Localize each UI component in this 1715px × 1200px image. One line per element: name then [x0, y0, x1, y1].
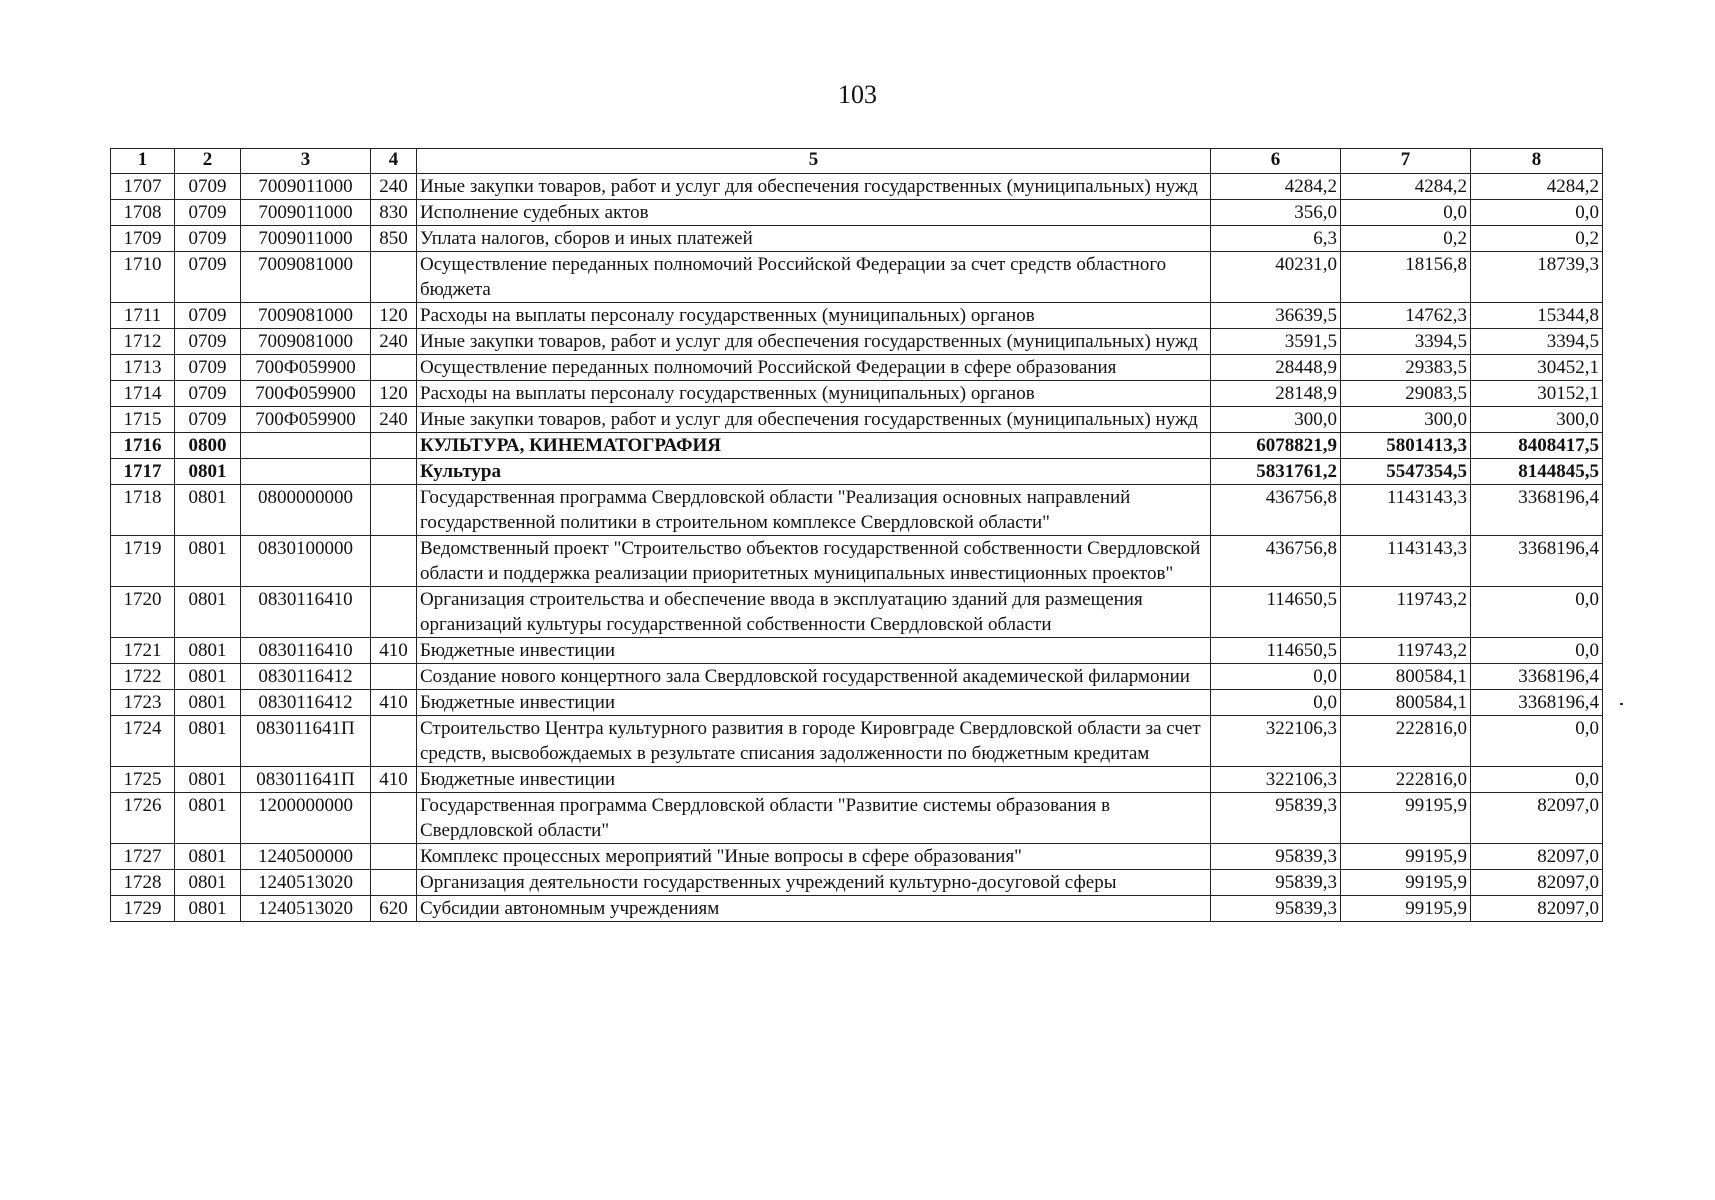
- table-row: [111, 252, 1603, 303]
- amount-year1-cell: 95839,3: [1211, 844, 1341, 870]
- target-code-cell: 1240500000: [241, 844, 371, 870]
- table-row: [111, 329, 1603, 355]
- amount-year3-cell: 3368196,4: [1471, 664, 1603, 690]
- row-number-cell: 1708: [111, 200, 175, 226]
- col-header: 8: [1471, 149, 1603, 174]
- amount-year2-cell: 1143143,3: [1341, 536, 1471, 587]
- amount-year3-cell: 3368196,4: [1471, 485, 1603, 536]
- expense-type-cell: 120: [371, 381, 417, 407]
- table-row: [111, 536, 1603, 587]
- amount-year2-cell: 800584,1: [1341, 690, 1471, 716]
- section-code-cell: 0801: [175, 638, 241, 664]
- page-number: 103: [838, 80, 877, 109]
- row-number-cell: 1727: [111, 844, 175, 870]
- amount-year3-cell: 0,0: [1471, 200, 1603, 226]
- expense-type-cell: [371, 433, 417, 459]
- row-number-cell: 1728: [111, 870, 175, 896]
- amount-year1-cell: 0,0: [1211, 690, 1341, 716]
- item-name-cell: Осуществление переданных полномочий Российской Федерации в сфере образования: [417, 355, 1211, 381]
- target-code-cell: 700Ф059900: [241, 407, 371, 433]
- amount-year3-cell: 15344,8: [1471, 303, 1603, 329]
- section-code-cell: 0709: [175, 329, 241, 355]
- expense-type-cell: [371, 664, 417, 690]
- target-code-cell: 0830116412: [241, 690, 371, 716]
- table-row: [111, 433, 1603, 459]
- target-code-cell: 7009011000: [241, 174, 371, 200]
- table-row: [111, 638, 1603, 664]
- row-number-cell: 1715: [111, 407, 175, 433]
- amount-year1-cell: 356,0: [1211, 200, 1341, 226]
- amount-year2-cell: 5547354,5: [1341, 459, 1471, 485]
- item-name-cell: Организация строительства и обеспечение ввода в эксплуатацию зданий для размещения организаций культуры государственной собственности Свердловской области: [417, 587, 1211, 638]
- amount-year2-cell: 14762,3: [1341, 303, 1471, 329]
- table-row: [111, 793, 1603, 844]
- amount-year1-cell: 95839,3: [1211, 870, 1341, 896]
- expense-type-cell: 620: [371, 896, 417, 922]
- item-name-cell: Ведомственный проект "Строительство объектов государственной собственности Свердловской области и поддержка реализации приоритетных муниципальных инвестиционных проектов": [417, 536, 1211, 587]
- amount-year1-cell: 6078821,9: [1211, 433, 1341, 459]
- amount-year2-cell: 29083,5: [1341, 381, 1471, 407]
- section-code-cell: 0801: [175, 870, 241, 896]
- budget-table: [110, 148, 1603, 922]
- amount-year3-cell: 300,0: [1471, 407, 1603, 433]
- expense-type-cell: [371, 870, 417, 896]
- amount-year3-cell: 30452,1: [1471, 355, 1603, 381]
- amount-year2-cell: 5801413,3: [1341, 433, 1471, 459]
- amount-year3-cell: 82097,0: [1471, 896, 1603, 922]
- row-number-cell: 1725: [111, 767, 175, 793]
- target-code-cell: 1240513020: [241, 896, 371, 922]
- amount-year1-cell: 95839,3: [1211, 793, 1341, 844]
- amount-year1-cell: 0,0: [1211, 664, 1341, 690]
- target-code-cell: [241, 433, 371, 459]
- expense-type-cell: [371, 844, 417, 870]
- table-row: [111, 870, 1603, 896]
- table-row: [111, 459, 1603, 485]
- item-name-cell: КУЛЬТУРА, КИНЕМАТОГРАФИЯ: [417, 433, 1211, 459]
- item-name-cell: Комплекс процессных мероприятий "Иные вопросы в сфере образования": [417, 844, 1211, 870]
- table-row: [111, 767, 1603, 793]
- section-code-cell: 0801: [175, 459, 241, 485]
- amount-year1-cell: 114650,5: [1211, 587, 1341, 638]
- col-header: 3: [241, 149, 371, 174]
- amount-year1-cell: 28148,9: [1211, 381, 1341, 407]
- item-name-cell: Бюджетные инвестиции: [417, 767, 1211, 793]
- col-header: 7: [1341, 149, 1471, 174]
- amount-year2-cell: 29383,5: [1341, 355, 1471, 381]
- item-name-cell: Уплата налогов, сборов и иных платежей: [417, 226, 1211, 252]
- row-number-cell: 1718: [111, 485, 175, 536]
- scan-mark: [1620, 703, 1623, 705]
- section-code-cell: 0801: [175, 896, 241, 922]
- section-code-cell: 0801: [175, 587, 241, 638]
- item-name-cell: Государственная программа Свердловской области "Реализация основных направлений государственной политики в строительном комплексе Свердловской области": [417, 485, 1211, 536]
- row-number-cell: 1710: [111, 252, 175, 303]
- amount-year3-cell: 30152,1: [1471, 381, 1603, 407]
- target-code-cell: 0830116412: [241, 664, 371, 690]
- amount-year1-cell: 36639,5: [1211, 303, 1341, 329]
- table-header-row: [111, 149, 1603, 174]
- amount-year3-cell: 3368196,4: [1471, 690, 1603, 716]
- amount-year2-cell: 1143143,3: [1341, 485, 1471, 536]
- amount-year3-cell: 8144845,5: [1471, 459, 1603, 485]
- item-name-cell: Государственная программа Свердловской области "Развитие системы образования в Свердловской области": [417, 793, 1211, 844]
- section-code-cell: 0801: [175, 767, 241, 793]
- amount-year2-cell: 99195,9: [1341, 793, 1471, 844]
- amount-year2-cell: 300,0: [1341, 407, 1471, 433]
- table-row: [111, 485, 1603, 536]
- target-code-cell: 083011641П: [241, 716, 371, 767]
- amount-year3-cell: 0,0: [1471, 767, 1603, 793]
- expense-type-cell: [371, 485, 417, 536]
- amount-year2-cell: 99195,9: [1341, 896, 1471, 922]
- section-code-cell: 0709: [175, 200, 241, 226]
- target-code-cell: 7009081000: [241, 252, 371, 303]
- amount-year1-cell: 4284,2: [1211, 174, 1341, 200]
- amount-year1-cell: 300,0: [1211, 407, 1341, 433]
- amount-year3-cell: 3368196,4: [1471, 536, 1603, 587]
- section-code-cell: 0801: [175, 844, 241, 870]
- section-code-cell: 0801: [175, 793, 241, 844]
- amount-year2-cell: 0,0: [1341, 200, 1471, 226]
- section-code-cell: 0801: [175, 664, 241, 690]
- amount-year3-cell: 0,0: [1471, 587, 1603, 638]
- target-code-cell: 1240513020: [241, 870, 371, 896]
- amount-year3-cell: 82097,0: [1471, 870, 1603, 896]
- amount-year3-cell: 0,0: [1471, 716, 1603, 767]
- target-code-cell: [241, 459, 371, 485]
- item-name-cell: Организация деятельности государственных учреждений культурно-досуговой сферы: [417, 870, 1211, 896]
- row-number-cell: 1726: [111, 793, 175, 844]
- table-row: [111, 407, 1603, 433]
- amount-year3-cell: 18739,3: [1471, 252, 1603, 303]
- expense-type-cell: [371, 355, 417, 381]
- amount-year2-cell: 99195,9: [1341, 844, 1471, 870]
- target-code-cell: 7009011000: [241, 226, 371, 252]
- section-code-cell: 0709: [175, 226, 241, 252]
- amount-year1-cell: 95839,3: [1211, 896, 1341, 922]
- amount-year3-cell: 82097,0: [1471, 793, 1603, 844]
- amount-year2-cell: 3394,5: [1341, 329, 1471, 355]
- item-name-cell: Строительство Центра культурного развития в городе Кировграде Свердловской области за счет средств, высвобождаемых в результате списания задолженности по бюджетным кредитам: [417, 716, 1211, 767]
- expense-type-cell: 830: [371, 200, 417, 226]
- table-row: [111, 381, 1603, 407]
- expense-type-cell: 410: [371, 638, 417, 664]
- amount-year1-cell: 114650,5: [1211, 638, 1341, 664]
- section-code-cell: 0709: [175, 303, 241, 329]
- table-row: [111, 664, 1603, 690]
- row-number-cell: 1719: [111, 536, 175, 587]
- amount-year1-cell: 28448,9: [1211, 355, 1341, 381]
- amount-year2-cell: 99195,9: [1341, 870, 1471, 896]
- row-number-cell: 1720: [111, 587, 175, 638]
- table-row: [111, 896, 1603, 922]
- item-name-cell: Иные закупки товаров, работ и услуг для обеспечения государственных (муниципальных) нужд: [417, 407, 1211, 433]
- table-row: [111, 174, 1603, 200]
- section-code-cell: 0709: [175, 174, 241, 200]
- expense-type-cell: [371, 793, 417, 844]
- amount-year3-cell: 8408417,5: [1471, 433, 1603, 459]
- target-code-cell: 7009081000: [241, 303, 371, 329]
- amount-year3-cell: 82097,0: [1471, 844, 1603, 870]
- row-number-cell: 1723: [111, 690, 175, 716]
- col-header: 5: [417, 149, 1211, 174]
- amount-year2-cell: 4284,2: [1341, 174, 1471, 200]
- amount-year3-cell: 0,0: [1471, 638, 1603, 664]
- row-number-cell: 1712: [111, 329, 175, 355]
- expense-type-cell: [371, 716, 417, 767]
- item-name-cell: Бюджетные инвестиции: [417, 690, 1211, 716]
- amount-year2-cell: 119743,2: [1341, 638, 1471, 664]
- amount-year2-cell: 222816,0: [1341, 716, 1471, 767]
- expense-type-cell: 240: [371, 174, 417, 200]
- target-code-cell: 0830100000: [241, 536, 371, 587]
- section-code-cell: 0709: [175, 407, 241, 433]
- target-code-cell: 0800000000: [241, 485, 371, 536]
- amount-year2-cell: 18156,8: [1341, 252, 1471, 303]
- row-number-cell: 1711: [111, 303, 175, 329]
- amount-year2-cell: 800584,1: [1341, 664, 1471, 690]
- col-header: 1: [111, 149, 175, 174]
- section-code-cell: 0801: [175, 716, 241, 767]
- amount-year1-cell: 322106,3: [1211, 716, 1341, 767]
- table-row: [111, 303, 1603, 329]
- target-code-cell: 7009011000: [241, 200, 371, 226]
- expense-type-cell: 120: [371, 303, 417, 329]
- item-name-cell: Исполнение судебных актов: [417, 200, 1211, 226]
- item-name-cell: Создание нового концертного зала Свердловской государственной академической филармонии: [417, 664, 1211, 690]
- section-code-cell: 0709: [175, 381, 241, 407]
- item-name-cell: Бюджетные инвестиции: [417, 638, 1211, 664]
- table-row: [111, 690, 1603, 716]
- item-name-cell: Расходы на выплаты персоналу государственных (муниципальных) органов: [417, 381, 1211, 407]
- col-header: 2: [175, 149, 241, 174]
- table-row: [111, 355, 1603, 381]
- amount-year1-cell: 436756,8: [1211, 485, 1341, 536]
- amount-year3-cell: 0,2: [1471, 226, 1603, 252]
- expense-type-cell: 410: [371, 690, 417, 716]
- amount-year1-cell: 3591,5: [1211, 329, 1341, 355]
- expense-type-cell: [371, 252, 417, 303]
- expense-type-cell: 850: [371, 226, 417, 252]
- target-code-cell: 7009081000: [241, 329, 371, 355]
- item-name-cell: Осуществление переданных полномочий Российской Федерации за счет средств областного бюджета: [417, 252, 1211, 303]
- expense-type-cell: [371, 536, 417, 587]
- col-header: 6: [1211, 149, 1341, 174]
- target-code-cell: 1200000000: [241, 793, 371, 844]
- section-code-cell: 0709: [175, 355, 241, 381]
- item-name-cell: Субсидии автономным учреждениям: [417, 896, 1211, 922]
- row-number-cell: 1716: [111, 433, 175, 459]
- col-header: 4: [371, 149, 417, 174]
- target-code-cell: 700Ф059900: [241, 381, 371, 407]
- section-code-cell: 0800: [175, 433, 241, 459]
- expense-type-cell: 410: [371, 767, 417, 793]
- section-code-cell: 0801: [175, 690, 241, 716]
- item-name-cell: Иные закупки товаров, работ и услуг для обеспечения государственных (муниципальных) нужд: [417, 174, 1211, 200]
- amount-year1-cell: 436756,8: [1211, 536, 1341, 587]
- row-number-cell: 1714: [111, 381, 175, 407]
- row-number-cell: 1729: [111, 896, 175, 922]
- expense-type-cell: [371, 459, 417, 485]
- row-number-cell: 1722: [111, 664, 175, 690]
- amount-year2-cell: 119743,2: [1341, 587, 1471, 638]
- amount-year2-cell: 222816,0: [1341, 767, 1471, 793]
- section-code-cell: 0801: [175, 536, 241, 587]
- section-code-cell: 0801: [175, 485, 241, 536]
- expense-type-cell: 240: [371, 407, 417, 433]
- amount-year1-cell: 5831761,2: [1211, 459, 1341, 485]
- amount-year3-cell: 4284,2: [1471, 174, 1603, 200]
- table-body: [111, 174, 1603, 922]
- section-code-cell: 0709: [175, 252, 241, 303]
- row-number-cell: 1707: [111, 174, 175, 200]
- table-row: [111, 200, 1603, 226]
- target-code-cell: 0830116410: [241, 638, 371, 664]
- target-code-cell: 0830116410: [241, 587, 371, 638]
- amount-year1-cell: 322106,3: [1211, 767, 1341, 793]
- item-name-cell: Культура: [417, 459, 1211, 485]
- item-name-cell: Расходы на выплаты персоналу государственных (муниципальных) органов: [417, 303, 1211, 329]
- row-number-cell: 1717: [111, 459, 175, 485]
- target-code-cell: 700Ф059900: [241, 355, 371, 381]
- expense-type-cell: [371, 587, 417, 638]
- amount-year1-cell: 6,3: [1211, 226, 1341, 252]
- item-name-cell: Иные закупки товаров, работ и услуг для обеспечения государственных (муниципальных) нужд: [417, 329, 1211, 355]
- table-row: [111, 716, 1603, 767]
- row-number-cell: 1724: [111, 716, 175, 767]
- table-row: [111, 844, 1603, 870]
- table-row: [111, 226, 1603, 252]
- amount-year2-cell: 0,2: [1341, 226, 1471, 252]
- row-number-cell: 1713: [111, 355, 175, 381]
- amount-year1-cell: 40231,0: [1211, 252, 1341, 303]
- table-row: [111, 587, 1603, 638]
- row-number-cell: 1721: [111, 638, 175, 664]
- row-number-cell: 1709: [111, 226, 175, 252]
- target-code-cell: 083011641П: [241, 767, 371, 793]
- expense-type-cell: 240: [371, 329, 417, 355]
- amount-year3-cell: 3394,5: [1471, 329, 1603, 355]
